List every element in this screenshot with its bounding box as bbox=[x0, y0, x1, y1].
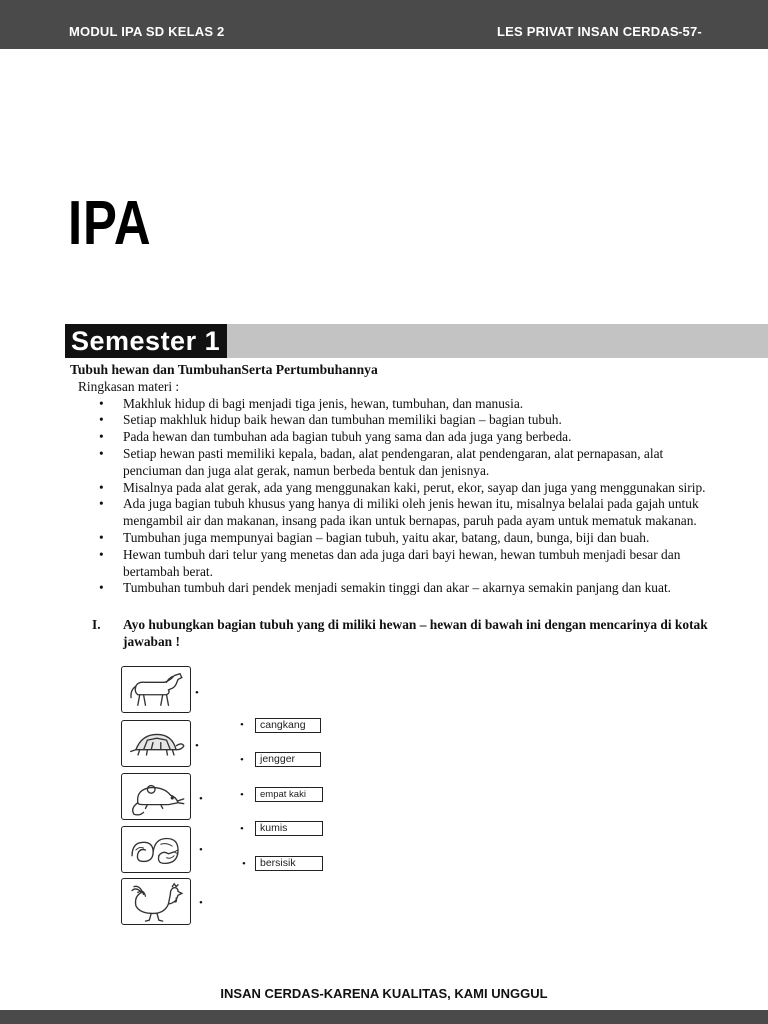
answer-box-bersisik: bersisik bbox=[255, 856, 323, 871]
rat-icon bbox=[121, 773, 191, 820]
turtle-icon bbox=[121, 720, 191, 767]
header-page-number: -57- bbox=[678, 24, 702, 39]
match-dot: • bbox=[240, 719, 244, 731]
snake-icon bbox=[121, 826, 191, 873]
rooster-icon bbox=[121, 878, 191, 925]
answer-box-empat-kaki: empat kaki bbox=[255, 787, 323, 802]
question-text: Ayo hubungkan bagian tubuh yang di miliki hewan – hewan di bawah ini dengan mencarinya di kotak jawaban ! bbox=[123, 617, 708, 649]
subject-title: IPA bbox=[68, 189, 152, 258]
answer-box-kumis: kumis bbox=[255, 821, 323, 836]
header-module-title: MODUL IPA SD KELAS 2 bbox=[69, 24, 225, 39]
list-item: • Setiap makhluk hidup baik hewan dan tumbuhan memiliki bagian – bagian tubuh. bbox=[96, 412, 720, 429]
match-dot: • bbox=[195, 740, 199, 752]
list-item: • Makhluk hidup di bagi menjadi tiga jenis, hewan, tumbuhan, dan manusia. bbox=[96, 396, 720, 413]
summary-subheading: Ringkasan materi : bbox=[78, 378, 180, 394]
list-item: • Hewan tumbuh dari telur yang menetas dan ada juga dari bayi hewan, hewan tumbuh menjadi besar dan bertambah berat. bbox=[96, 547, 720, 581]
semester-label: Semester 1 bbox=[65, 324, 227, 358]
list-item: • Ada juga bagian tubuh khusus yang hanya di miliki oleh jenis hewan itu, misalnya belalai pada gajah untuk mengambil air dan makanan, insang pada ikan untuk bernapas, paruh pada ayam untuk mematuk makanan. bbox=[96, 496, 720, 530]
footer-bar bbox=[0, 1010, 768, 1024]
match-dot: • bbox=[242, 858, 246, 870]
summary-section bbox=[70, 362, 720, 597]
match-dot: • bbox=[240, 823, 244, 835]
page-footer: INSAN CERDAS-KARENA KUALITAS, KAMI UNGGUL bbox=[220, 986, 548, 1001]
match-dot: • bbox=[240, 789, 244, 801]
match-dot: • bbox=[240, 754, 244, 766]
header-publisher: LES PRIVAT INSAN CERDAS bbox=[497, 24, 679, 39]
page-header bbox=[0, 0, 768, 49]
section-heading: Tubuh hewan dan TumbuhanSerta Pertumbuhannya bbox=[70, 362, 378, 377]
list-item: • Tumbuhan tumbuh dari pendek menjadi semakin tinggi dan akar – akarnya semakin panjang dan kuat. bbox=[96, 580, 720, 597]
answer-box-cangkang: cangkang bbox=[255, 718, 321, 733]
list-item: • Tumbuhan juga mempunyai bagian – bagian tubuh, yaitu akar, batang, daun, bunga, biji dan buah. bbox=[96, 530, 720, 547]
match-dot: • bbox=[199, 897, 203, 909]
match-dot: • bbox=[199, 844, 203, 856]
list-item: • Pada hewan dan tumbuhan ada bagian tubuh yang sama dan ada juga yang berbeda. bbox=[96, 429, 720, 446]
list-item: • Setiap hewan pasti memiliki kepala, badan, alat pendengaran, alat pendengaran, alat pernapasan, alat penciuman dan juga alat gerak, namun berbeda bentuk dan jenisnya. bbox=[96, 446, 720, 480]
exercise-question bbox=[92, 616, 722, 650]
horse-icon bbox=[121, 666, 191, 713]
match-dot: • bbox=[199, 793, 203, 805]
list-item: • Misalnya pada alat gerak, ada yang menggunakan kaki, perut, ekor, sayap dan juga yang menggunakan sirip. bbox=[96, 480, 720, 497]
question-number: I. bbox=[92, 617, 101, 632]
answer-box-jengger: jengger bbox=[255, 752, 321, 767]
summary-list bbox=[96, 396, 720, 598]
match-dot: • bbox=[195, 687, 199, 699]
